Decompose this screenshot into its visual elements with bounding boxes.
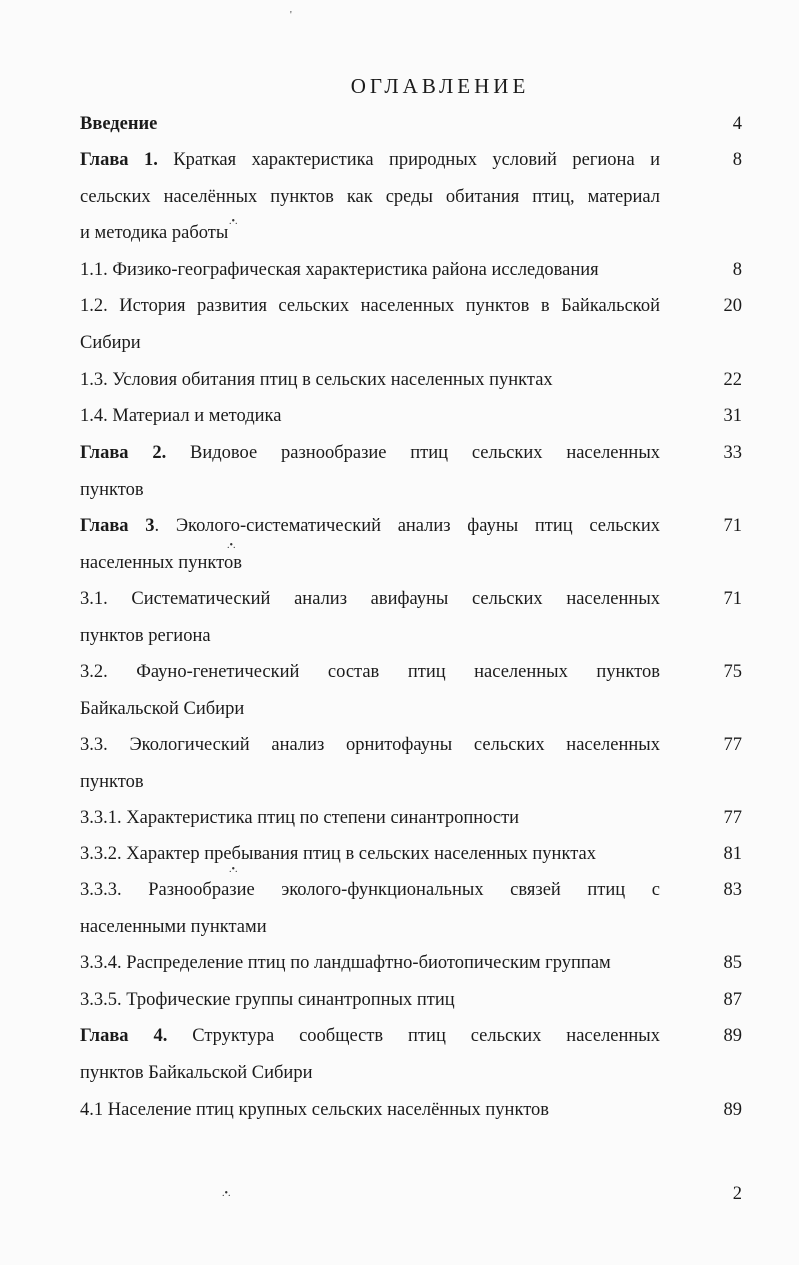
toc-entry — [80, 508, 660, 581]
toc-entry — [80, 800, 660, 837]
scan-speck: .•. — [229, 864, 238, 875]
scan-speck: .•. — [229, 216, 238, 227]
toc-entry-page: 20 — [723, 296, 742, 316]
toc-entry — [80, 106, 660, 143]
toc-entry-title-line: Введение — [80, 114, 158, 134]
toc-entry — [80, 1092, 660, 1129]
toc-entry-title-line: населенных пунктов — [80, 552, 242, 573]
toc-entry-page: 77 — [723, 808, 742, 828]
toc-entry — [80, 398, 660, 435]
toc-entry-page: 77 — [723, 735, 742, 755]
toc-entry — [80, 654, 660, 727]
toc-entry-page: 33 — [723, 443, 742, 463]
toc-entry-page: 71 — [723, 589, 742, 609]
toc-entry-title-line: 3.3.4. Распределение птиц по ландшафтно-биотопическим группам — [80, 953, 611, 973]
toc-entry-title-line: 1.4. Материал и методика — [80, 406, 282, 426]
toc-entry — [80, 836, 660, 873]
toc-entry-title-line: 3.2. Фауно-генетический состав птиц населенных пунктов — [80, 662, 660, 682]
toc-entry-title-line: пунктов Байкальской Сибири — [80, 1062, 313, 1083]
toc-entry-page: 81 — [723, 844, 742, 864]
page-number: 2 — [732, 1184, 742, 1204]
toc-entry-title-line: 3.3.1. Характеристика птиц по степени синантропности — [80, 808, 520, 828]
toc-entry-title-line: Глава 1. Краткая характеристика природных условий региона и — [80, 150, 660, 170]
toc-entry-page: 8 — [732, 150, 742, 170]
toc-entry-title-line: 1.2. История развития сельских населенных пунктов в Байкальской — [80, 296, 660, 316]
toc-entry — [80, 872, 660, 945]
toc-entry-title-line: сельских населённых пунктов как среды обитания птиц, материал — [80, 186, 660, 207]
scan-speck: .•. — [227, 540, 236, 551]
toc-entry-title-line: 1.1. Физико-географическая характеристика района исследования — [80, 260, 599, 280]
toc-entry-title-line: Байкальской Сибири — [80, 698, 245, 719]
toc-entry-title-line: пунктов — [80, 479, 144, 500]
toc-entry — [80, 982, 660, 1019]
toc-entry-title-line: 3.3.5. Трофические группы синантропных птиц — [80, 990, 455, 1010]
toc-entry-title-line: 3.1. Систематический анализ авифауны сельских населенных — [80, 589, 660, 609]
toc-entry-title-line: Глава 2. Видовое разнообразие птиц сельских населенных — [80, 443, 661, 463]
toc-entry-page: 31 — [723, 406, 742, 426]
toc-entry — [80, 1018, 660, 1091]
toc-entry — [80, 581, 660, 654]
toc-entry-page: 89 — [723, 1026, 742, 1046]
toc-entry-page: 87 — [723, 990, 742, 1010]
toc-entry-page: 4 — [732, 114, 742, 134]
toc-entry-title-line: пунктов региона — [80, 625, 211, 646]
toc-entry-page: 85 — [723, 953, 742, 973]
toc-entry — [80, 945, 660, 982]
toc-entry-page: 71 — [723, 516, 742, 536]
scan-speck: ' — [290, 10, 292, 21]
toc-entry-title-line: 3.3. Экологический анализ орнитофауны сельских населенных — [80, 735, 660, 755]
toc-entry-title-line: населенными пунктами — [80, 916, 267, 937]
toc-entry-title-line: 4.1 Население птиц крупных сельских населённых пунктов — [80, 1100, 550, 1120]
toc-entry-title-line: Глава 3. Эколого-систематический анализ фауны птиц сельских — [80, 516, 660, 536]
toc-entry — [80, 252, 660, 289]
toc-entry — [80, 362, 660, 399]
scan-speck: .•. — [222, 1188, 231, 1199]
toc-entry-page: 22 — [723, 370, 742, 390]
toc-entry — [80, 142, 660, 252]
toc-entry-page: 75 — [723, 662, 742, 682]
toc-entry-title-line: 1.3. Условия обитания птиц в сельских населенных пунктах — [80, 370, 553, 390]
toc-entry-title-line: Глава 4. Структура сообществ птиц сельских населенных — [80, 1026, 660, 1046]
toc-entry-title-line: 3.3.3. Разнообразие эколого-функциональных связей птиц с — [80, 880, 660, 900]
toc-entry-page: 8 — [732, 260, 742, 280]
toc-entry-page: 89 — [723, 1100, 742, 1120]
toc-entry-title-line: и методика работы — [80, 223, 229, 244]
toc-entry — [80, 727, 660, 800]
toc-entry-title-line: пунктов — [80, 771, 144, 792]
toc-entry-title-line: Сибири — [80, 332, 141, 353]
toc-heading: ОГЛАВЛЕНИЕ — [350, 74, 530, 98]
toc-entry-title-line: 3.3.2. Характер пребывания птиц в сельских населенных пунктах — [80, 844, 596, 864]
toc-entry — [80, 288, 660, 361]
toc-entry-page: 83 — [723, 880, 742, 900]
toc-entry — [80, 435, 660, 508]
